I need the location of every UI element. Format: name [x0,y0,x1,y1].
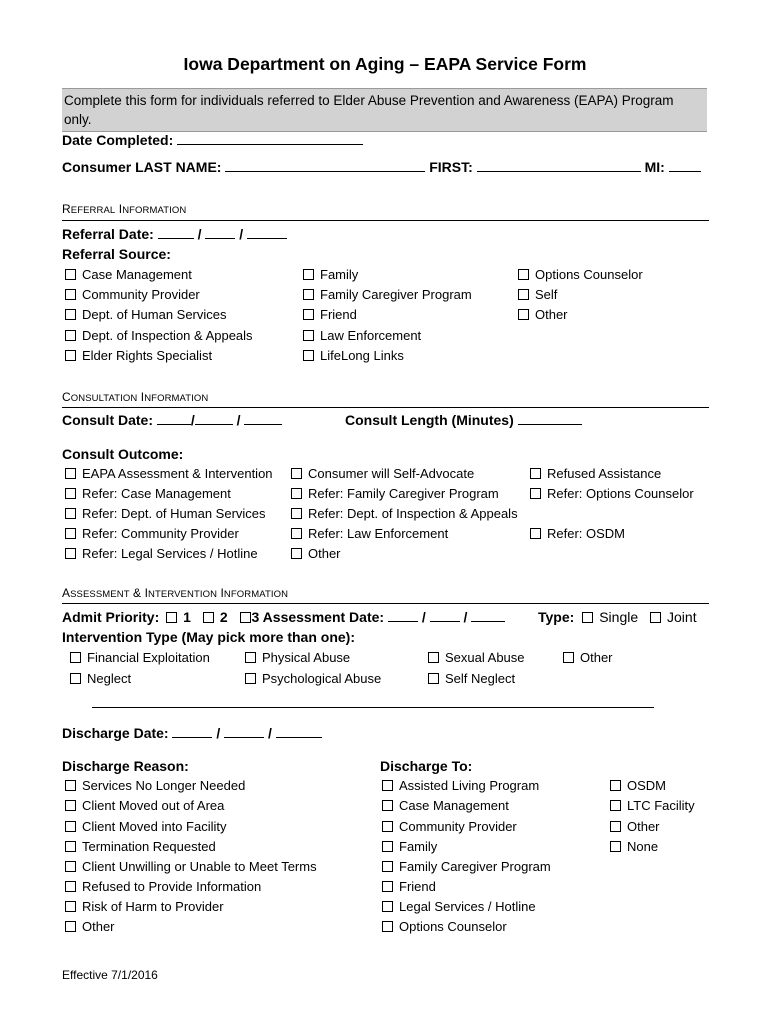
admit-priority-label: Admit Priority: [62,609,160,625]
intervention-option[interactable]: Financial Exploitation [70,650,210,665]
checkbox[interactable] [65,330,76,341]
assessment-section-heading: ASSESSMENT & INTERVENTION INFORMATION [62,586,289,600]
checkbox[interactable] [65,821,76,832]
referral-option[interactable]: Family Caregiver Program [303,287,472,302]
discharge-reason-option[interactable]: Client Unwilling or Unable to Meet Terms [65,859,317,874]
checkbox[interactable] [65,350,76,361]
referral-date-year[interactable] [247,238,287,239]
checkbox[interactable] [610,800,621,811]
checkbox[interactable] [303,289,314,300]
consult-outcome-option[interactable]: Other [291,546,341,561]
referral-date-day[interactable] [205,238,235,239]
discharge-reason-option[interactable]: Other [65,919,115,934]
checkbox[interactable] [240,612,251,623]
last-name-label: Consumer LAST NAME: [62,159,222,175]
intervention-option[interactable]: Psychological Abuse [245,671,381,686]
intervention-option[interactable]: Physical Abuse [245,650,350,665]
checkbox[interactable] [65,488,76,499]
assessment-divider [62,603,709,604]
intervention-option[interactable]: Other [563,650,613,665]
checkbox[interactable] [650,612,661,623]
referral-option[interactable]: Case Management [65,267,192,282]
checkbox[interactable] [291,528,302,539]
consumer-name-row: Consumer LAST NAME: FIRST: MI: [62,159,701,175]
intervention-option[interactable]: Neglect [70,671,131,686]
checkbox[interactable] [65,780,76,791]
checkbox[interactable] [382,780,393,791]
checkbox[interactable] [518,289,529,300]
consultation-divider [62,407,709,408]
referral-option[interactable]: Family [303,267,358,282]
consult-outcome-option[interactable]: EAPA Assessment & Intervention [65,466,273,481]
checkbox[interactable] [303,350,314,361]
discharge-date-day[interactable] [224,737,264,738]
checkbox[interactable] [428,652,439,663]
checkbox[interactable] [610,821,621,832]
discharge-to-option[interactable]: OSDM [610,778,666,793]
checkbox[interactable] [291,468,302,479]
consultation-section-heading: CONSULTATION INFORMATION [62,390,209,404]
checkbox[interactable] [530,488,541,499]
checkbox[interactable] [382,901,393,912]
referral-option[interactable]: Law Enforcement [303,328,421,343]
first-name-label: FIRST [429,159,469,175]
checkbox[interactable] [203,612,214,623]
discharge-to-option[interactable]: Other [610,819,660,834]
assessment-date-day[interactable] [430,621,460,622]
discharge-reason-label: Discharge Reason: [62,758,189,774]
checkbox[interactable] [70,673,81,684]
discharge-to-option[interactable]: Family Caregiver Program [382,859,551,874]
checkbox[interactable] [245,673,256,684]
referral-section-heading: REFERRAL INFORMATION [62,202,187,216]
referral-option[interactable]: Dept. of Inspection & Appeals [65,328,253,343]
consult-outcome-option[interactable]: Refer: OSDM [530,526,625,541]
discharge-to-option[interactable]: Case Management [382,798,509,813]
consult-length-row [345,412,582,428]
checkbox[interactable] [518,269,529,280]
checkbox[interactable] [291,548,302,559]
referral-option[interactable]: LifeLong Links [303,348,404,363]
referral-option[interactable]: Self [518,287,557,302]
checkbox[interactable] [382,921,393,932]
checkbox[interactable] [303,330,314,341]
discharge-to-option[interactable]: Options Counselor [382,919,507,934]
consult-length-label: Consult Length (Minutes) [345,412,514,428]
consult-outcome-option[interactable]: Consumer will Self-Advocate [291,466,474,481]
discharge-to-option[interactable]: Friend [382,879,436,894]
assessment-date-year[interactable] [471,621,505,622]
discharge-reason-option[interactable]: Risk of Harm to Provider [65,899,224,914]
checkbox[interactable] [65,269,76,280]
referral-option[interactable]: Other [518,307,568,322]
type-single: Single [599,609,639,625]
referral-date-row: Referral Date: / / [62,226,287,242]
checkbox[interactable] [303,269,314,280]
referral-option[interactable]: Friend [303,307,357,322]
discharge-reason-option[interactable]: Refused to Provide Information [65,879,261,894]
referral-source-label: Referral Source: [62,246,171,262]
consult-date-month[interactable] [157,424,191,425]
date-completed-row [62,132,363,148]
discharge-reason-option[interactable]: Client Moved into Facility [65,819,227,834]
checkbox[interactable] [291,508,302,519]
assessment-date-label: Assessment Date: [262,609,385,625]
footer-effective-date: Effective 7/1/2016 [62,968,158,982]
checkbox[interactable] [65,548,76,559]
priority-3: 3 [251,609,260,625]
discharge-to-option[interactable]: Family [382,839,437,854]
checkbox[interactable] [530,468,541,479]
discharge-date-month[interactable] [172,737,212,738]
discharge-to-option[interactable]: LTC Facility [610,798,695,813]
last-name-field[interactable] [225,171,425,172]
admit-row: Admit Priority: 1 2 3 Assessment Date: / / [62,609,505,625]
form-title: Iowa Department on Aging – EAPA Service Form [183,54,587,74]
checkbox[interactable] [428,673,439,684]
discharge-date-year[interactable] [276,737,322,738]
checkbox[interactable] [382,881,393,892]
mi-field[interactable] [669,171,701,172]
consult-outcome-option[interactable]: Refer: Community Provider [65,526,239,541]
checkbox[interactable] [610,780,621,791]
checkbox[interactable] [65,528,76,539]
checkbox[interactable] [65,881,76,892]
consult-outcome-option[interactable]: Refer: Law Enforcement [291,526,448,541]
discharge-to-label: Discharge To: [380,758,473,774]
type-row [538,609,697,625]
consult-date-day[interactable] [195,424,233,425]
consult-length-field[interactable] [518,424,582,425]
checkbox[interactable] [65,800,76,811]
date-completed-field[interactable] [177,144,363,145]
referral-date-month[interactable] [158,238,194,239]
consult-outcome-option[interactable]: Refused Assistance [530,466,661,481]
intervention-type-label: Intervention Type (May pick more than one): [62,629,356,645]
checkbox[interactable] [382,821,393,832]
discharge-reason-option[interactable]: Client Moved out of Area [65,798,224,813]
referral-option[interactable]: Elder Rights Specialist [65,348,212,363]
discharge-reason-option[interactable]: Services No Longer Needed [65,778,245,793]
checkbox[interactable] [582,612,593,623]
other-intervention-line[interactable] [92,707,654,708]
referral-date-label: Referral Date: [62,226,154,242]
discharge-date-label: Discharge Date: [62,725,169,741]
discharge-reason-option[interactable]: Termination Requested [65,839,216,854]
consult-outcome-label: Consult Outcome: [62,446,184,462]
priority-2: 2 [219,609,228,625]
discharge-date-row: Discharge Date: / / [62,725,322,741]
consult-outcome-option[interactable]: Refer: Family Caregiver Program [291,486,499,501]
intro-box [62,88,707,132]
checkbox[interactable] [382,800,393,811]
consult-outcome-option[interactable]: Refer: Dept. of Inspection & Appeals [291,506,518,521]
consult-date-year[interactable] [244,424,282,425]
type-label: Type: [538,609,575,625]
intro-text: Complete this form for individuals referred to Elder Abuse Prevention and Awareness (EAPA) Program only. [64,93,674,127]
consult-date-label: Consult Date: [62,412,153,428]
date-completed-label: Date Completed: [62,132,174,148]
checkbox[interactable] [65,289,76,300]
checkbox[interactable] [303,309,314,320]
checkbox[interactable] [65,921,76,932]
checkbox[interactable] [65,901,76,912]
discharge-to-option[interactable]: Assisted Living Program [382,778,539,793]
consult-outcome-option[interactable]: Refer: Options Counselor [530,486,694,501]
referral-option[interactable]: Options Counselor [518,267,643,282]
checkbox[interactable] [518,309,529,320]
consult-outcome-option[interactable]: Refer: Case Management [65,486,231,501]
type-joint: Joint [667,609,697,625]
checkbox[interactable] [65,861,76,872]
checkbox[interactable] [166,612,177,623]
mi-label: MI: [644,159,665,175]
checkbox[interactable] [70,652,81,663]
discharge-to-option[interactable]: None [610,839,658,854]
first-name-field[interactable] [477,171,641,172]
checkbox[interactable] [65,309,76,320]
discharge-to-option[interactable]: Legal Services / Hotline [382,899,536,914]
checkbox[interactable] [291,488,302,499]
checkbox[interactable] [65,468,76,479]
checkbox[interactable] [382,861,393,872]
intervention-option[interactable]: Self Neglect [428,671,515,686]
discharge-to-option[interactable]: Community Provider [382,819,517,834]
intervention-option[interactable]: Sexual Abuse [428,650,525,665]
checkbox[interactable] [65,508,76,519]
checkbox[interactable] [382,841,393,852]
checkbox[interactable] [563,652,574,663]
checkbox[interactable] [65,841,76,852]
referral-option[interactable]: Community Provider [65,287,200,302]
consult-outcome-option[interactable]: Refer: Dept. of Human Services [65,506,266,521]
referral-option[interactable]: Dept. of Human Services [65,307,227,322]
consult-date-row: Consult Date: / / [62,412,282,428]
checkbox[interactable] [610,841,621,852]
checkbox[interactable] [530,528,541,539]
consult-outcome-option[interactable]: Refer: Legal Services / Hotline [65,546,258,561]
assessment-date-month[interactable] [388,621,418,622]
referral-divider [62,220,709,221]
checkbox[interactable] [245,652,256,663]
priority-1: 1 [183,609,191,625]
